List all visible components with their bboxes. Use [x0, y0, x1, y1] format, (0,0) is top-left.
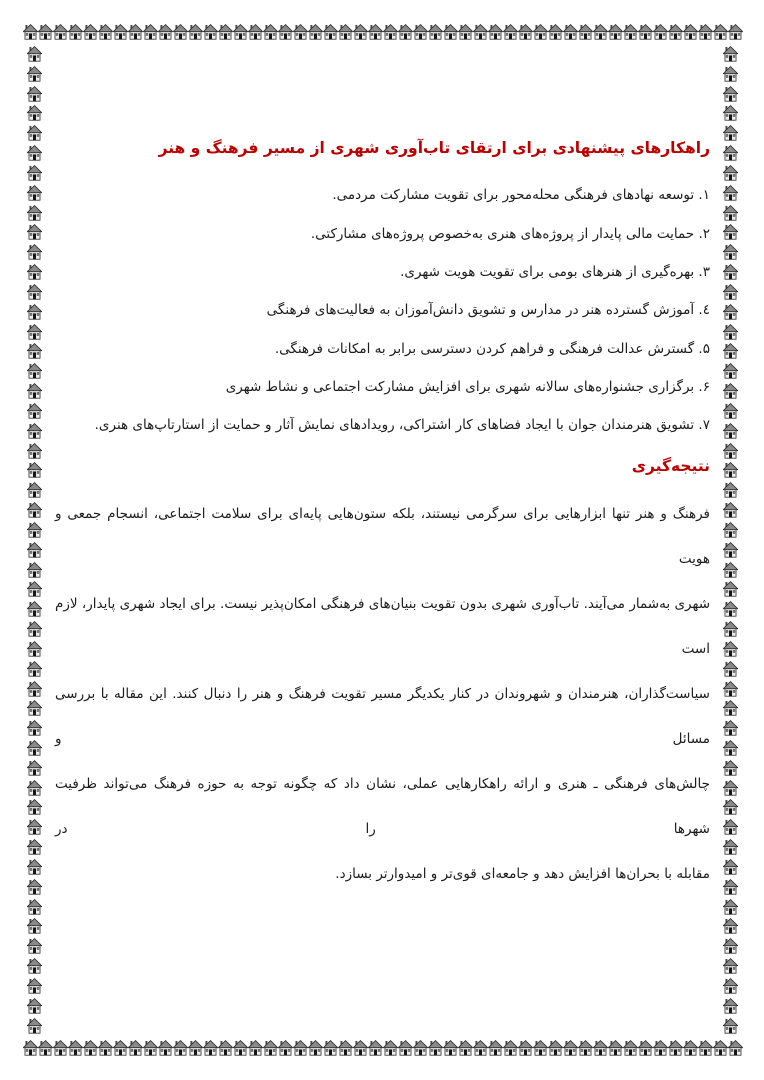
house-icon	[723, 205, 738, 221]
house-icon	[293, 24, 308, 40]
house-icon	[27, 839, 42, 855]
house-icon	[638, 1040, 653, 1056]
house-icon	[723, 1018, 738, 1034]
house-icon	[143, 24, 158, 40]
house-icon	[23, 1040, 38, 1056]
house-icon	[27, 760, 42, 776]
border-left	[26, 46, 42, 1034]
house-icon	[143, 1040, 158, 1056]
house-icon	[27, 304, 42, 320]
house-icon	[723, 145, 738, 161]
house-icon	[533, 24, 548, 40]
house-icon	[723, 502, 738, 518]
border-bottom	[23, 1040, 741, 1056]
house-icon	[653, 1040, 668, 1056]
house-icon	[218, 1040, 233, 1056]
house-icon	[723, 165, 738, 181]
house-icon	[638, 24, 653, 40]
house-icon	[27, 383, 42, 399]
house-icon	[368, 1040, 383, 1056]
house-icon	[723, 700, 738, 716]
house-icon	[713, 1040, 728, 1056]
house-icon	[398, 1040, 413, 1056]
house-icon	[278, 24, 293, 40]
conclusion-line: مقابله با بحران‌ها افزایش دهد و جامعه‌ای قوی‌تر و امیدوارتر بسازد.	[335, 865, 710, 882]
house-icon	[27, 918, 42, 934]
house-icon	[368, 24, 383, 40]
house-icon	[27, 879, 42, 895]
house-icon	[723, 562, 738, 578]
house-icon	[27, 403, 42, 419]
house-icon	[27, 224, 42, 240]
house-icon	[83, 24, 98, 40]
house-icon	[278, 1040, 293, 1056]
house-icon	[578, 24, 593, 40]
house-icon	[323, 1040, 338, 1056]
section-heading-solutions: راهکارهای پیشنهادی برای ارتقای تاب‌آوری شهری از مسیر فرهنگ و هنر	[158, 139, 710, 157]
list-item-7: ۷. تشویق هنرمندان جوان با ایجاد فضاهای کار اشتراکی، رویدادهای نمایش آثار و حمایت از استارتاپ‌های هنری.	[94, 417, 710, 434]
house-icon	[473, 24, 488, 40]
house-icon	[548, 1040, 563, 1056]
house-icon	[723, 740, 738, 756]
house-icon	[53, 1040, 68, 1056]
house-icon	[27, 562, 42, 578]
house-icon	[27, 363, 42, 379]
house-icon	[128, 1040, 143, 1056]
conclusion-line: سیاست‌گذاران، هنرمندان و شهروندان در کنار یکدیگر مسیر تقویت فرهنگ و هنر را دنبال کنند. این مقاله با بررسی مسائل و	[55, 685, 710, 747]
house-icon	[723, 482, 738, 498]
house-icon	[233, 1040, 248, 1056]
house-icon	[27, 324, 42, 340]
house-icon	[27, 423, 42, 439]
house-icon	[683, 24, 698, 40]
list-item-4: ٤. آموزش گسترده هنر در مدارس و تشویق دانش‌آموزان به فعالیت‌های فرهنگی	[266, 302, 710, 319]
house-icon	[428, 24, 443, 40]
house-icon	[27, 958, 42, 974]
house-icon	[383, 1040, 398, 1056]
house-icon	[68, 1040, 83, 1056]
house-icon	[293, 1040, 308, 1056]
house-icon	[353, 1040, 368, 1056]
house-icon	[548, 24, 563, 40]
house-icon	[723, 581, 738, 597]
house-icon	[353, 24, 368, 40]
house-icon	[723, 522, 738, 538]
house-icon	[723, 681, 738, 697]
house-icon	[113, 24, 128, 40]
house-icon	[473, 1040, 488, 1056]
house-icon	[27, 522, 42, 538]
house-icon	[723, 46, 738, 62]
house-icon	[27, 621, 42, 637]
house-icon	[608, 24, 623, 40]
house-icon	[128, 24, 143, 40]
house-icon	[723, 780, 738, 796]
house-icon	[723, 879, 738, 895]
house-icon	[27, 66, 42, 82]
house-icon	[563, 24, 578, 40]
house-icon	[723, 264, 738, 280]
house-icon	[723, 621, 738, 637]
house-icon	[27, 145, 42, 161]
house-icon	[518, 24, 533, 40]
house-icon	[518, 1040, 533, 1056]
house-icon	[27, 462, 42, 478]
house-icon	[113, 1040, 128, 1056]
house-icon	[723, 224, 738, 240]
house-icon	[263, 24, 278, 40]
house-icon	[173, 24, 188, 40]
house-icon	[593, 24, 608, 40]
house-icon	[53, 24, 68, 40]
house-icon	[723, 998, 738, 1014]
house-icon	[27, 641, 42, 657]
house-icon	[723, 958, 738, 974]
house-icon	[723, 978, 738, 994]
house-icon	[27, 165, 42, 181]
house-icon	[503, 1040, 518, 1056]
house-icon	[27, 443, 42, 459]
house-icon	[723, 462, 738, 478]
house-icon	[723, 661, 738, 677]
house-icon	[27, 780, 42, 796]
border-top	[23, 24, 741, 40]
house-icon	[27, 998, 42, 1014]
house-icon	[398, 24, 413, 40]
conclusion-line: چالش‌های فرهنگی ـ هنری و ارائه راهکارهایی عملی، نشان داد که چگونه توجه به حوزه فرهنگ می‌تواند ظرفیت شهرها را در	[55, 775, 710, 837]
house-icon	[533, 1040, 548, 1056]
house-icon	[38, 1040, 53, 1056]
list-item-3: ۳. بهره‌گیری از هنرهای بومی برای تقویت هویت شهری.	[400, 263, 710, 280]
house-icon	[308, 24, 323, 40]
house-icon	[723, 363, 738, 379]
house-icon	[723, 859, 738, 875]
house-icon	[27, 938, 42, 954]
house-icon	[443, 24, 458, 40]
house-icon	[27, 125, 42, 141]
house-icon	[383, 24, 398, 40]
house-icon	[27, 978, 42, 994]
house-icon	[158, 24, 173, 40]
house-icon	[458, 24, 473, 40]
house-icon	[623, 1040, 638, 1056]
house-icon	[27, 482, 42, 498]
house-icon	[27, 740, 42, 756]
house-icon	[27, 502, 42, 518]
house-icon	[27, 244, 42, 260]
house-icon	[723, 244, 738, 260]
house-icon	[27, 264, 42, 280]
house-icon	[83, 1040, 98, 1056]
house-icon	[413, 24, 428, 40]
house-icon	[723, 601, 738, 617]
house-icon	[723, 938, 738, 954]
house-icon	[27, 681, 42, 697]
house-icon	[27, 205, 42, 221]
house-icon	[27, 601, 42, 617]
document-content	[55, 138, 710, 897]
house-icon	[263, 1040, 278, 1056]
house-icon	[38, 24, 53, 40]
house-icon	[723, 423, 738, 439]
list-item-1: ۱. توسعه نهادهای فرهنگی محله‌محور برای تقویت مشارکت مردمی.	[332, 187, 710, 204]
conclusion-line: فرهنگ و هنر تنها ابزارهایی برای سرگرمی نیستند، بلکه ستون‌هایی پایه‌ای برای سلامت اجتماعی، انسجام جمعی و هویت	[55, 505, 710, 567]
house-icon	[158, 1040, 173, 1056]
house-icon	[27, 720, 42, 736]
house-icon	[723, 66, 738, 82]
house-icon	[203, 24, 218, 40]
list-item-2: ۲. حمایت مالی پایدار از پروژه‌های هنری به‌خصوص پروژه‌های مشارکتی.	[310, 225, 710, 242]
house-icon	[723, 185, 738, 201]
house-icon	[723, 403, 738, 419]
conclusion-line: شهری به‌شمار می‌آیند. تاب‌آوری شهری بدون تقویت بنیان‌های فرهنگی امکان‌پذیر نیست. برای ایجاد شهری پایدار، لازم است	[55, 595, 710, 657]
house-icon	[27, 700, 42, 716]
section-heading-conclusion: نتیجه‌گیری	[631, 456, 710, 475]
house-icon	[338, 24, 353, 40]
house-icon	[723, 918, 738, 934]
house-icon	[27, 859, 42, 875]
house-icon	[27, 1018, 42, 1034]
house-icon	[27, 185, 42, 201]
house-icon	[27, 86, 42, 102]
house-icon	[27, 343, 42, 359]
house-icon	[723, 383, 738, 399]
house-icon	[578, 1040, 593, 1056]
house-icon	[723, 720, 738, 736]
house-icon	[218, 24, 233, 40]
house-icon	[723, 343, 738, 359]
house-icon	[173, 1040, 188, 1056]
house-icon	[27, 661, 42, 677]
house-icon	[723, 125, 738, 141]
house-icon	[723, 641, 738, 657]
house-icon	[723, 324, 738, 340]
house-icon	[248, 1040, 263, 1056]
house-icon	[723, 86, 738, 102]
house-icon	[203, 1040, 218, 1056]
house-icon	[683, 1040, 698, 1056]
house-icon	[27, 105, 42, 121]
house-icon	[563, 1040, 578, 1056]
house-icon	[503, 24, 518, 40]
house-icon	[723, 443, 738, 459]
house-icon	[338, 1040, 353, 1056]
house-icon	[723, 542, 738, 558]
house-icon	[698, 24, 713, 40]
house-icon	[98, 24, 113, 40]
house-icon	[723, 819, 738, 835]
house-icon	[443, 1040, 458, 1056]
house-icon	[723, 284, 738, 300]
house-icon	[308, 1040, 323, 1056]
house-icon	[458, 1040, 473, 1056]
house-icon	[488, 1040, 503, 1056]
house-icon	[27, 284, 42, 300]
border-right	[722, 46, 738, 1034]
house-icon	[723, 304, 738, 320]
house-icon	[27, 542, 42, 558]
house-icon	[723, 105, 738, 121]
house-icon	[27, 799, 42, 815]
house-icon	[27, 46, 42, 62]
house-icon	[698, 1040, 713, 1056]
house-icon	[413, 1040, 428, 1056]
house-icon	[188, 24, 203, 40]
house-icon	[233, 24, 248, 40]
house-icon	[27, 581, 42, 597]
house-icon	[23, 24, 38, 40]
house-icon	[68, 24, 83, 40]
house-icon	[248, 24, 263, 40]
list-item-5: ۵. گسترش عدالت فرهنگی و فراهم کردن دسترسی برابر به امکانات فرهنگی.	[274, 340, 710, 357]
house-icon	[27, 819, 42, 835]
house-icon	[608, 1040, 623, 1056]
house-icon	[27, 899, 42, 915]
house-icon	[488, 24, 503, 40]
house-icon	[323, 24, 338, 40]
house-icon	[723, 839, 738, 855]
house-icon	[98, 1040, 113, 1056]
house-icon	[668, 1040, 683, 1056]
house-icon	[723, 760, 738, 776]
house-icon	[653, 24, 668, 40]
house-icon	[723, 799, 738, 815]
house-icon	[728, 1040, 743, 1056]
house-icon	[428, 1040, 443, 1056]
house-icon	[668, 24, 683, 40]
house-icon	[593, 1040, 608, 1056]
house-icon	[723, 899, 738, 915]
list-item-6: ۶. برگزاری جشنواره‌های سالانه شهری برای افزایش مشارکت اجتماعی و نشاط شهری	[225, 379, 710, 396]
house-icon	[728, 24, 743, 40]
house-icon	[188, 1040, 203, 1056]
house-icon	[713, 24, 728, 40]
house-icon	[623, 24, 638, 40]
